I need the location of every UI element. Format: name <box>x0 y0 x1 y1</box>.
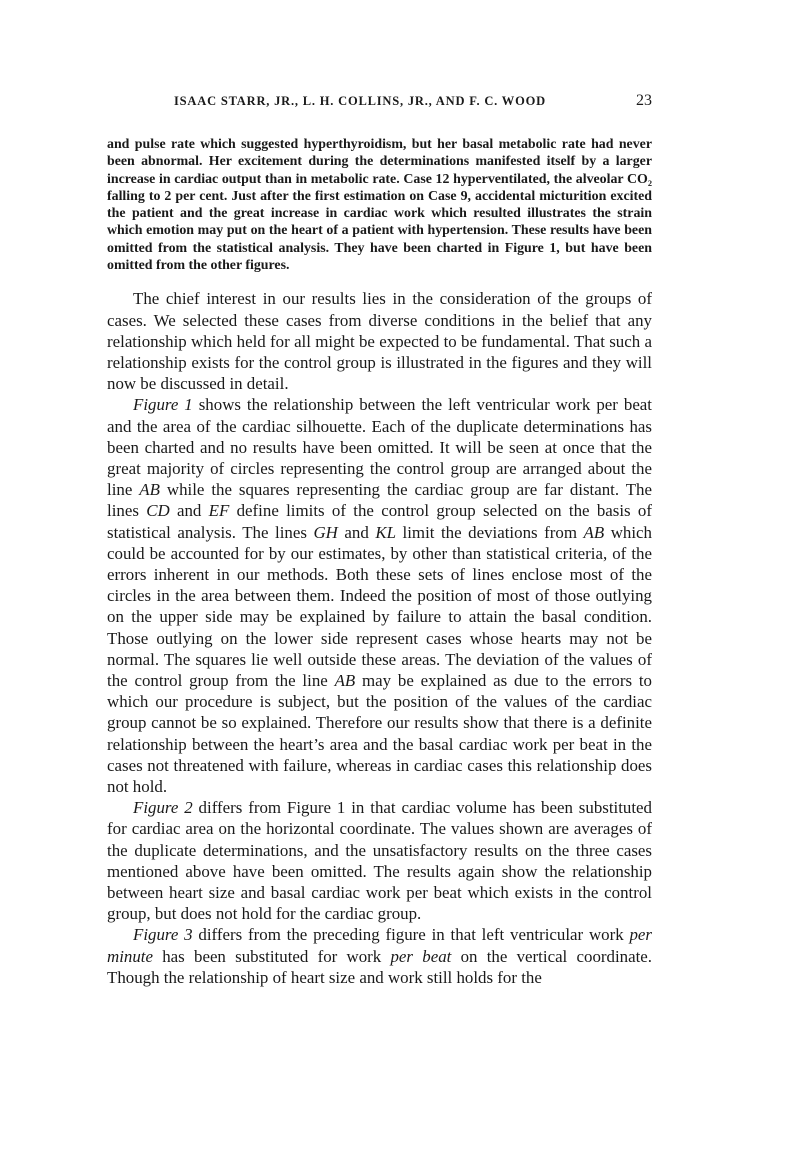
paragraph-figure-3 <box>107 924 652 988</box>
text-run: shows the relationship between the left ventricular work per beat and the area of the cardiac silhouette. Each of the duplicate determinations has been charted and no results have been omitted. It will be seen at once that the great majority of circles representing the control group are arranged about the line <box>107 395 653 500</box>
text-run: has been substituted for work <box>152 946 391 966</box>
text-run: and <box>337 522 376 542</box>
text-run: and <box>169 501 209 521</box>
figure-2-ref: Figure 2 <box>133 798 193 818</box>
running-head: ISAAC STARR, JR., L. H. COLLINS, JR., AND F. C. WOOD <box>174 94 546 108</box>
small-type-paragraph-block <box>107 136 652 274</box>
body-text <box>107 288 652 988</box>
figure-3-ref: Figure 3 <box>133 925 193 945</box>
text-run: while the squares representing the cardiac group are far distant. The lines <box>107 480 652 521</box>
small-paragraph: and pulse rate which suggested hyperthyroidism, but her basal metabolic rate had never been abnormal. Her excitement during the determinations manifested itself by a larger increase in cardiac output than in metabolic rate. Case 12 hyperventilated, the alveolar CO₂ falling to 2 per cent. Just after the first estimation on Case 9, accidental micturition excited the patient and the great increase in cardiac work which resulted illustrates the strain which emotion may put on the heart of a patient with hypertension. These results have been omitted from the statistical analysis. They have been charted in Figure 1, but have been omitted from the other figures. <box>107 137 652 274</box>
emphasis-per-beat: per beat <box>390 946 452 966</box>
figure-1-ref: Figure 1 <box>133 395 193 415</box>
text-run: differs from the preceding figure in that left ventricular work <box>192 925 630 945</box>
page <box>107 92 652 988</box>
line-label-gh: GH <box>313 522 338 542</box>
line-label-cd: CD <box>146 501 170 521</box>
paragraph-figure-1 <box>107 394 652 797</box>
line-label-ab: AB <box>583 522 605 542</box>
text-run: limit the deviations from <box>396 522 584 542</box>
paragraph-chief-interest: The chief interest in our results lies in the consideration of the groups of cases. We selected these cases from diverse conditions in the belief that any relationship which held for all might be expected to be fundamental. That such a relationship exists for the control group is illustrated in the figures and they will now be discussed in detail. <box>107 289 652 394</box>
line-label-ab: AB <box>334 671 356 691</box>
text-run: which could be accounted for by our estimates, by other than statistical criteria, of the errors inherent in our methods. Both these sets of lines enclose most of the circles in the area between them. Indeed the position of most of those outlying on the upper side may be explained by failure to attain the basal condition. Those outlying on the lower side represent cases whose hearts may not be normal. The squares lie well outside these areas. The deviation of the values of the control group from the line <box>107 522 652 691</box>
paragraph-figure-2 <box>107 797 652 924</box>
emphasis-per-minute: per minute <box>107 925 652 966</box>
line-label-ef: EF <box>208 501 230 521</box>
line-label-ab: AB <box>139 480 160 500</box>
text-run: on the vertical coordinate. Though the relationship of heart size and work still holds for the <box>107 946 653 987</box>
line-label-kl: KL <box>375 522 396 542</box>
running-header <box>107 92 652 112</box>
page-number: 23 <box>636 92 652 109</box>
text-run: define limits of the control group selected on the basis of statistical analysis. The lines <box>107 501 653 542</box>
text-run: differs from Figure 1 in that cardiac volume has been substituted for cardiac area on the horizontal coordinate. The values shown are averages of the duplicate determinations, and the unsatisfactory results on the three cases mentioned above have been omitted. The results again show the relationship between heart size and basal cardiac work per beat which exists in the control group, but does not hold for the cardiac group. <box>107 798 652 924</box>
text-run: may be explained as due to the errors to which our procedure is subject, but the position of the values of the cardiac group cannot be so explained. Therefore our results show that there is a definite relationship between the heart’s area and the basal cardiac work per beat in the cases not threatened with failure, whereas in cardiac cases this relationship does not hold. <box>107 671 652 797</box>
